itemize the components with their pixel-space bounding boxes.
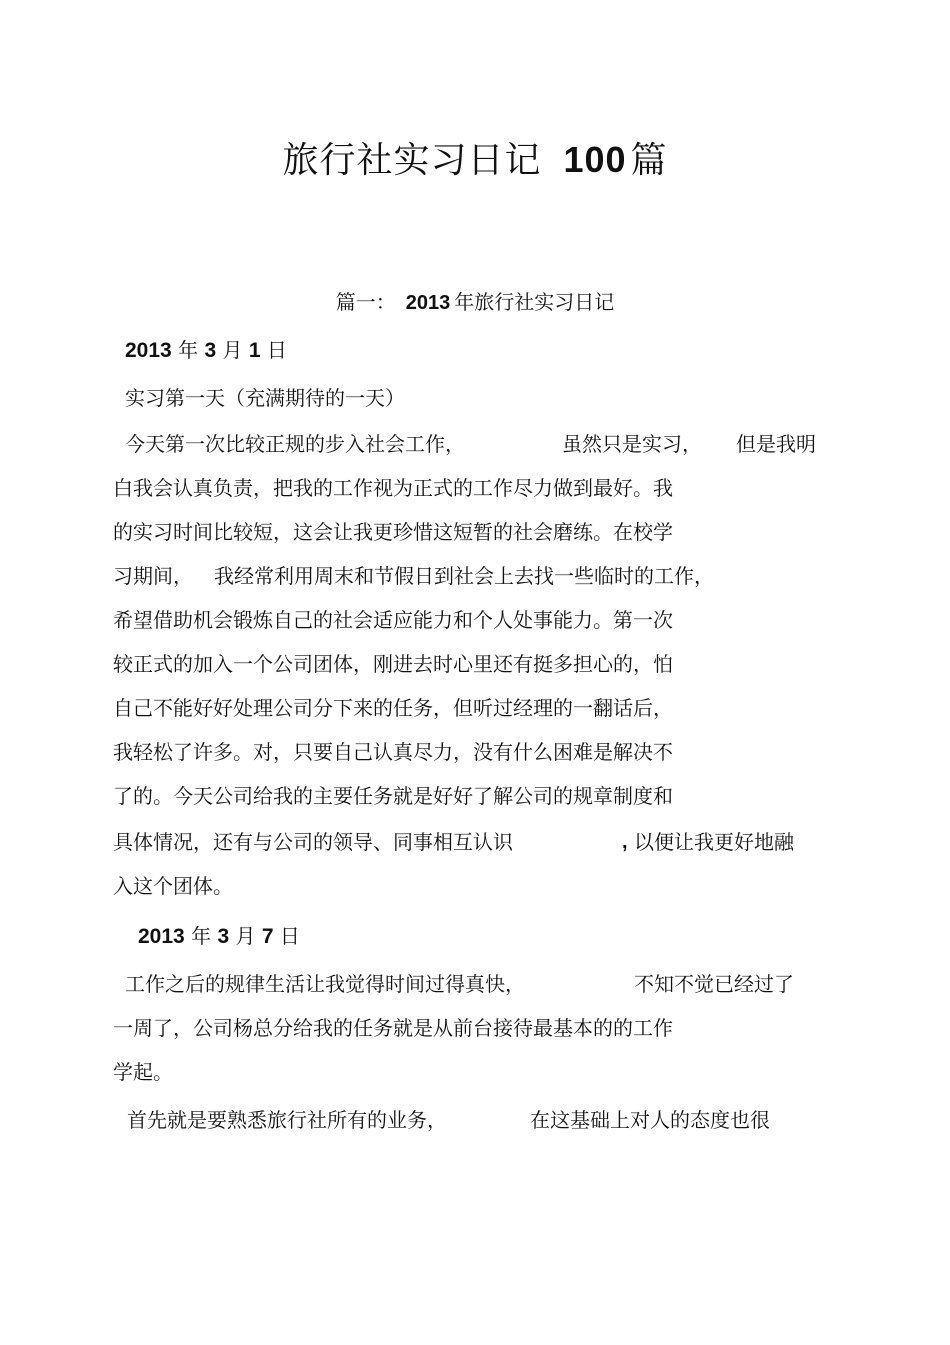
- entry1-line-4a: 习期间，: [113, 564, 193, 588]
- entry2-month-unit: 月: [235, 924, 256, 948]
- entry1-date: [125, 336, 287, 365]
- entry1-subtitle: 实习第一天（充满期待的一天）: [125, 386, 405, 410]
- entry1-day: 1: [248, 339, 261, 362]
- entry1-year-unit: 年: [178, 338, 199, 362]
- entry1-year: 2013: [125, 339, 172, 362]
- section-year: 2013: [405, 292, 451, 314]
- entry1-line-3: 的实习时间比较短，这会让我更珍惜这短暂的社会磨练。在校学: [113, 520, 673, 544]
- entry1-line-4b: 我经常利用周末和节假日到社会上去找一些临时的工作，: [214, 564, 714, 588]
- section-title: [0, 286, 950, 315]
- entry1-line-1c: 但是我明: [736, 432, 816, 456]
- entry1-line-8: 我轻松了许多。对，只要自己认真尽力，没有什么困难是解决不: [113, 740, 673, 764]
- title-number: 100: [563, 139, 627, 180]
- entry2-line-1a: 工作之后的规律生活让我觉得时间过得真快，: [125, 972, 525, 996]
- document-title: [0, 132, 950, 183]
- title-text: 旅行社实习日记: [282, 140, 542, 181]
- entry2-day: 7: [261, 925, 274, 948]
- entry1-line-11: 入这个团体。: [113, 874, 233, 898]
- entry1-line-9: 了的。今天公司给我的主要任务就是好好了解公司的规章制度和: [113, 784, 673, 808]
- entry1-line-5: 希望借助机会锻炼自己的社会适应能力和个人处事能力。第一次: [113, 608, 673, 632]
- entry1-line-10a: 具体情况，还有与公司的领导、同事相互认识: [113, 830, 513, 854]
- entry2-line-4b: 在这基础上对人的态度也很: [530, 1108, 770, 1132]
- entry1-line-2: 白我会认真负责，把我的工作视为正式的工作尽力做到最好。我: [113, 476, 673, 500]
- entry1-line-1a: 今天第一次比较正规的步入社会工作，: [125, 432, 465, 456]
- entry2-line-2: 一周了，公司杨总分给我的任务就是从前台接待最基本的的工作: [113, 1016, 673, 1040]
- title-suffix: 篇: [630, 140, 668, 181]
- entry2-date: [138, 922, 300, 951]
- entry1-line-7: 自己不能好好处理公司分下来的任务，但听过经理的一翻话后，: [113, 696, 673, 720]
- entry2-day-unit: 日: [279, 924, 300, 948]
- section-rest: 年旅行社实习日记: [454, 290, 615, 314]
- entry2-line-3: 学起。: [113, 1060, 173, 1084]
- entry2-month: 3: [217, 925, 230, 948]
- entry2-year: 2013: [138, 925, 185, 948]
- section-prefix: 篇一：: [335, 290, 396, 314]
- entry1-line-6: 较正式的加入一个公司团体，刚进去时心里还有挺多担心的，怕: [113, 652, 673, 676]
- entry1-line-10b: ,: [622, 831, 628, 853]
- entry1-day-unit: 日: [266, 338, 287, 362]
- entry1-line-1b: 虽然只是实习，: [562, 432, 702, 456]
- entry1-month-unit: 月: [222, 338, 243, 362]
- entry2-year-unit: 年: [191, 924, 212, 948]
- entry2-line-4a: 首先就是要熟悉旅行社所有的业务，: [127, 1108, 447, 1132]
- entry1-month: 3: [204, 339, 217, 362]
- entry2-line-1b: 不知不觉已经过了: [634, 972, 794, 996]
- entry1-line-10c: 以便让我更好地融: [634, 830, 794, 854]
